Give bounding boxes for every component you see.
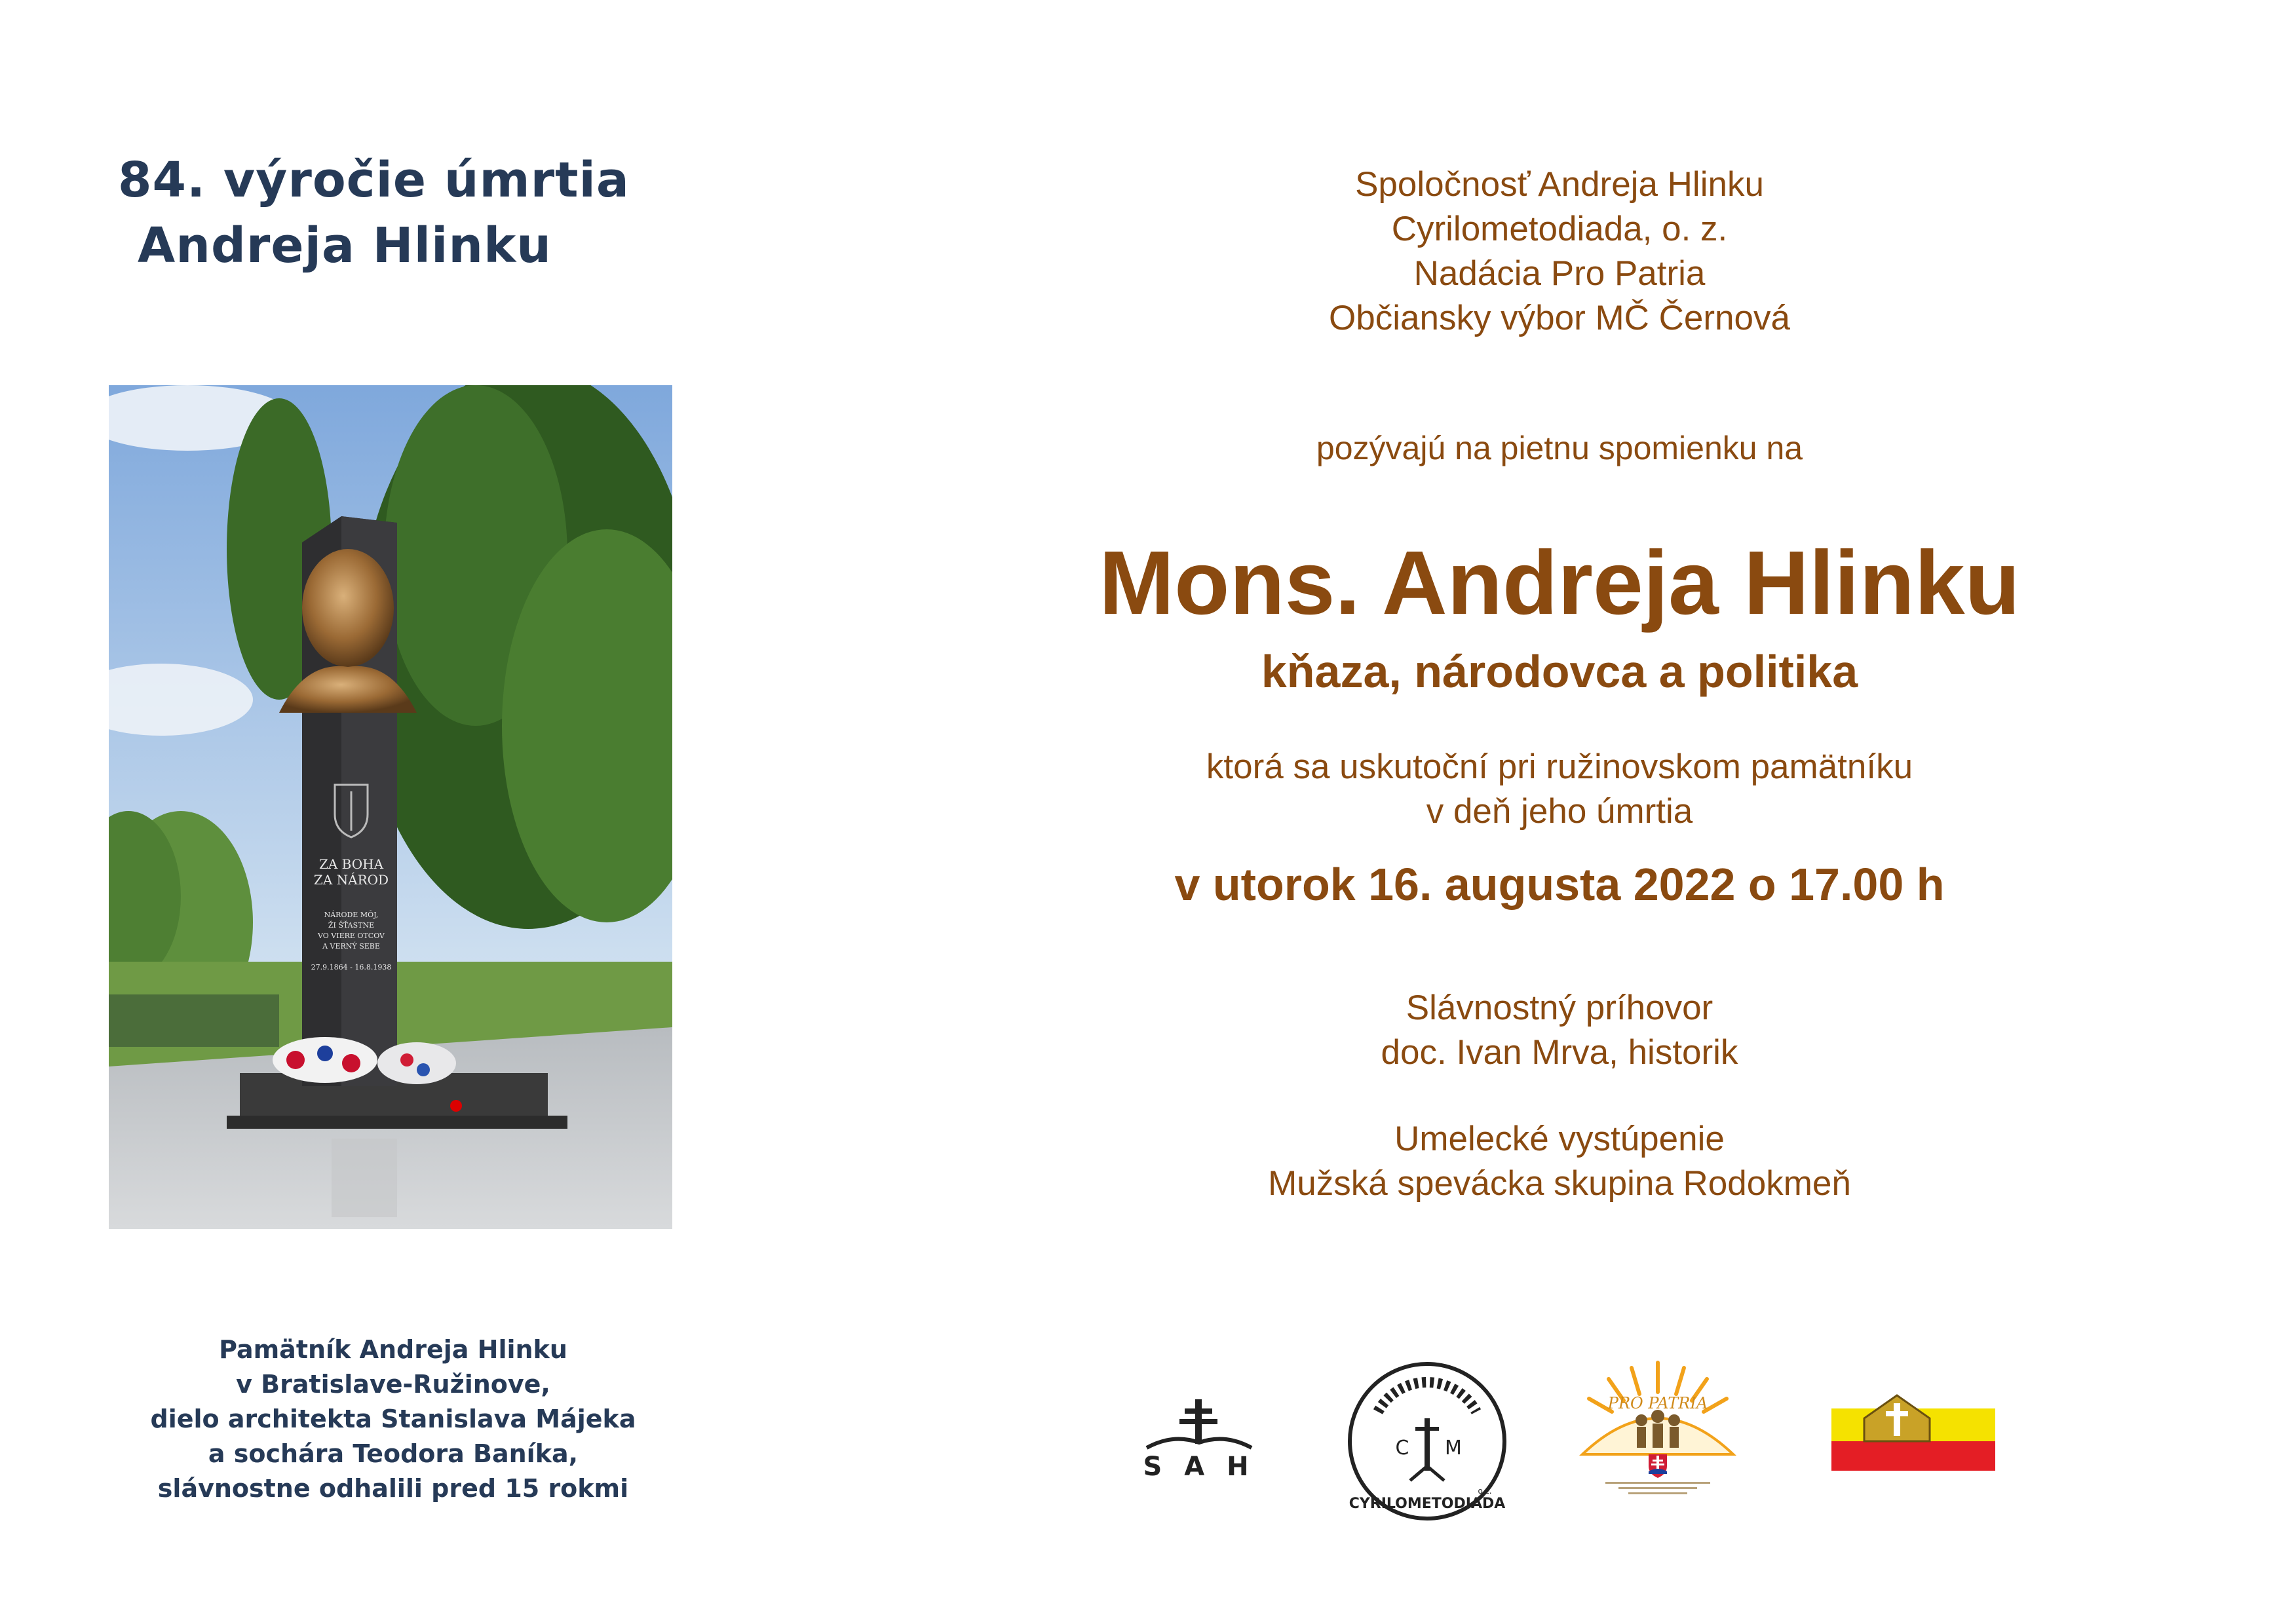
- organizers-list: [1179, 162, 1940, 341]
- caption-line: dielo architekta Stanislava Májeka: [150, 1405, 636, 1433]
- cyrilometodiada-suffix: o.z.: [1478, 1486, 1492, 1496]
- inscription-line-1: ZA BOHA: [318, 856, 384, 872]
- inscription-line-2: ZA NÁROD: [313, 872, 389, 888]
- memorial-photo-illustration: [109, 385, 672, 1229]
- organizer: Cyrilometodiada, o. z.: [1391, 210, 1728, 248]
- double-cross-icon: [1179, 1399, 1217, 1444]
- subtitle: kňaza, národovca a politika: [1261, 646, 1858, 697]
- sah-text: S A H: [1143, 1452, 1255, 1482]
- cyril-letter-m: M: [1445, 1437, 1462, 1460]
- slovak-coat-of-arms-icon: [1649, 1454, 1667, 1478]
- pro-patria-logo: [1566, 1356, 1750, 1500]
- location-line-2: v deň jeho úmrtia: [1426, 792, 1693, 831]
- caption-line: a sochára Teodora Baníka,: [208, 1439, 579, 1468]
- speech-label: Slávnostný príhovor: [1406, 989, 1713, 1027]
- sah-logo: [1127, 1356, 1271, 1487]
- caption-line: v Bratislave-Ružinove,: [236, 1370, 550, 1399]
- event-location: [1048, 745, 2071, 834]
- motto-line-1: NÁRODE MÔJ,: [324, 911, 379, 919]
- anniversary-line-2: Andreja Hlinku: [138, 217, 552, 274]
- performance-label: Umelecké vystúpenie: [1394, 1120, 1725, 1158]
- performance-group: Mužská spevácka skupina Rodokmeň: [1268, 1164, 1851, 1203]
- location-line-1: ktorá sa uskutoční pri ružinovskom pamätníku: [1206, 747, 1913, 786]
- invitation-text: pozývajú na pietnu spomienku na: [1316, 430, 1803, 466]
- cyril-letter-c: C: [1395, 1437, 1409, 1460]
- main-title: Mons. Andreja Hlinku: [1099, 533, 2020, 633]
- cernova-flag-logo: [1828, 1356, 1999, 1487]
- organizer: Nadácia Pro Patria: [1413, 254, 1706, 293]
- photo-caption: [124, 1332, 662, 1506]
- organizer: Občiansky výbor MČ Černová: [1329, 299, 1790, 337]
- people-icon: [1636, 1410, 1680, 1448]
- caption-line: Pamätník Andreja Hlinku: [219, 1335, 567, 1364]
- memorial-photo: [109, 385, 672, 1229]
- cyrilometodiada-logo: [1342, 1356, 1512, 1526]
- motto-line-2: ŽI ŠŤASTNE: [328, 921, 375, 930]
- event-date: v utorok 16. augusta 2022 o 17.00 h: [1174, 859, 1945, 910]
- cyrilometodiada-name: CYRILOMETODIADA: [1349, 1496, 1506, 1512]
- pro-patria-name: PRO PATRIA: [1607, 1394, 1708, 1412]
- organizer: Spoločnosť Andreja Hlinku: [1355, 165, 1764, 204]
- memorial-dates: 27.9.1864 - 16.8.1938: [311, 963, 392, 972]
- anniversary-line-1: 84. výročie úmrtia: [118, 152, 630, 208]
- speech-speaker: doc. Ivan Mrva, historik: [1381, 1033, 1738, 1072]
- caption-line: slávnostne odhalili pred 15 rokmi: [157, 1474, 629, 1503]
- motto-line-4: A VERNÝ SEBE: [322, 942, 380, 951]
- speech-info: [1114, 986, 2005, 1075]
- event-anniversary-title: [118, 147, 655, 278]
- performance-info: [1114, 1117, 2005, 1206]
- motto-line-3: VO VIERE OTCOV: [318, 932, 385, 940]
